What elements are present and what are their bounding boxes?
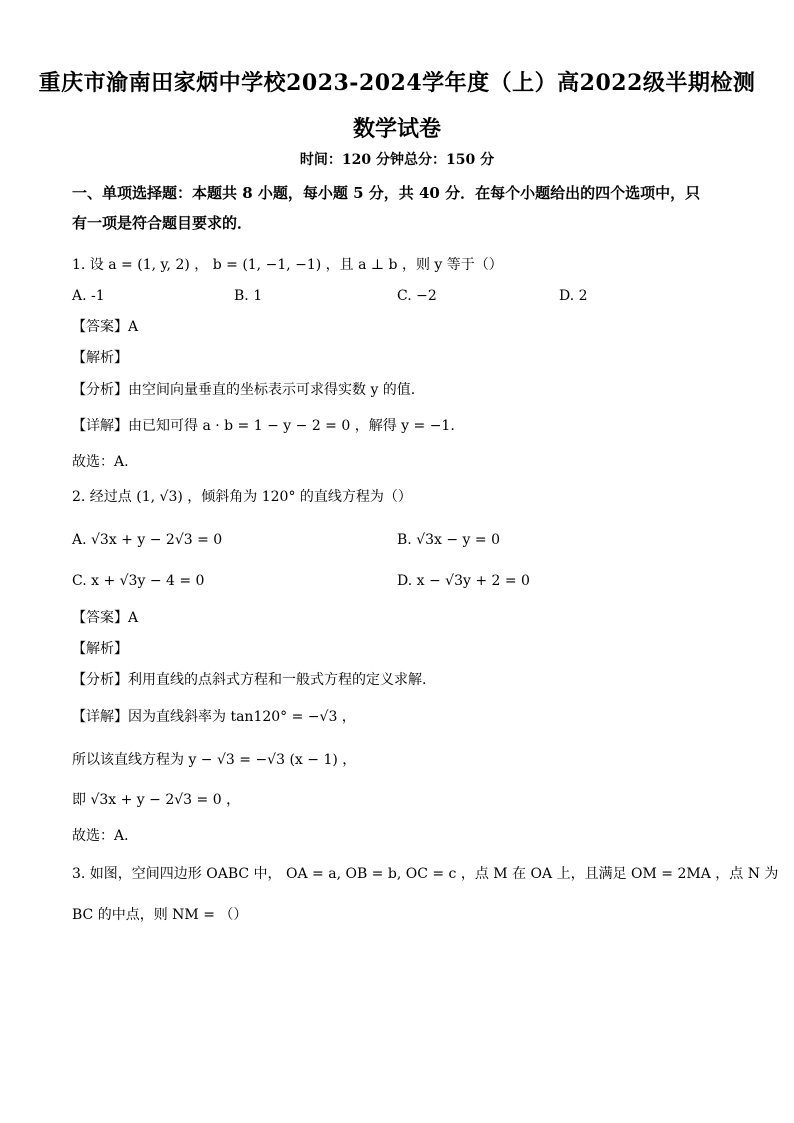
q1-option-a: A. -1 [72, 288, 105, 304]
q1-stem: 1. 设 a = (1, y, 2) ， b = (1, −1, −1) ，且 a ⊥ b ，则 y 等于（） [72, 257, 503, 273]
q1-option-c: C. −2 [397, 288, 437, 304]
q1-answer: 【答案】A [72, 319, 139, 335]
q3-stem-line1: 3. 如图，空间四边形 OABC 中， OA = a, OB = b, OC = c ，点 M 在 OA 上，且满足 OM = 2MA ，点 N 为 [72, 866, 779, 882]
q3-stem-line2: BC 的中点，则 NM = （） [72, 907, 248, 923]
q1-option-b: B. 1 [234, 288, 263, 304]
q2-analysis-label: 【解析】 [72, 641, 128, 657]
q2-fenxi: 【分析】利用直线的点斜式方程和一般式方程的定义求解. [72, 672, 427, 688]
q1-fenxi: 【分析】由空间向量垂直的坐标表示可求得实数 y 的值. [72, 382, 416, 398]
section-heading-line2: 有一项是符合题目要求的． [72, 214, 253, 232]
q2-conclusion: 故选：A． [72, 828, 139, 844]
exam-title: 重庆市渝南田家炳中学校2023-2024学年度（上）高2022级半期检测 [38, 70, 756, 96]
q1-conclusion: 故选：A. [72, 454, 129, 470]
section-heading-line1: 一、单项选择题：本题共 8 小题，每小题 5 分，共 40 分．在每个小题给出的四个选项中，只 [72, 184, 701, 202]
q2-stem: 2. 经过点 (1, √3) ，倾斜角为 120° 的直线方程为（） [72, 489, 412, 505]
q1-xiangjie: 【详解】由已知可得 a · b = 1 − y − 2 = 0 ，解得 y = −1. [72, 418, 455, 434]
q2-step1: 所以该直线方程为 y − √3 = −√3 (x − 1) ， [72, 752, 357, 768]
q2-option-d: D. x − √3y + 2 = 0 [397, 573, 530, 589]
q2-option-a: A. √3x + y − 2√3 = 0 [72, 532, 223, 548]
exam-subject-title: 数学试卷 [352, 116, 441, 142]
exam-time-info: 时间：120 分钟总分：150 分 [299, 152, 495, 168]
q2-xiangjie: 【详解】因为直线斜率为 tan120° = −√3 ， [72, 709, 356, 725]
q1-option-d: D. 2 [559, 288, 588, 304]
q2-option-b: B. √3x − y = 0 [397, 532, 500, 548]
q2-answer: 【答案】A [72, 610, 139, 626]
q2-step2: 即 √3x + y − 2√3 = 0 ， [72, 792, 241, 808]
q1-analysis-label: 【解析】 [72, 350, 128, 366]
q2-option-c: C. x + √3y − 4 = 0 [72, 573, 205, 589]
